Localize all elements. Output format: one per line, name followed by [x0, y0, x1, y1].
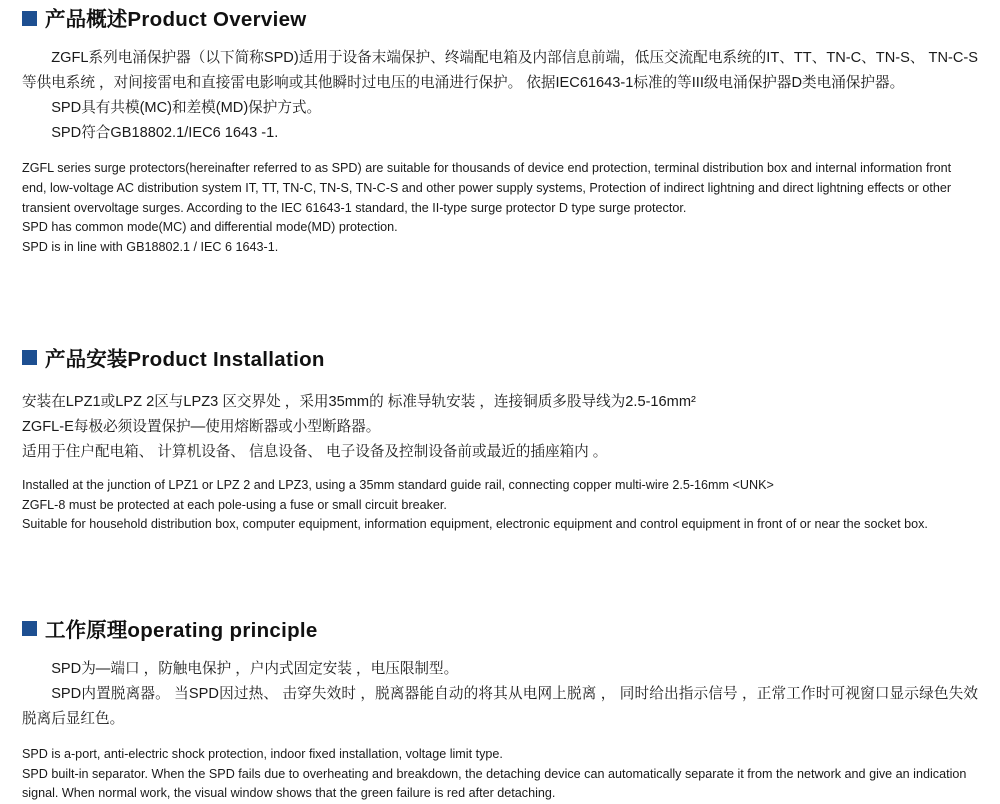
square-marker-icon — [22, 11, 37, 26]
paragraph: Installed at the junction of LPZ1 or LPZ 2 and LPZ3, using a 35mm standard guide rail, connecting copper multi-wire 2.5-16mm <UNK> — [22, 477, 774, 492]
paragraph: SPD符合GB18802.1/IEC6 1643 -1. — [51, 125, 279, 142]
section-title — [45, 342, 325, 372]
paragraph: 适用于住户配电箱、 计算机设备、 信息设备、 电子设备及控制设备前或最近的插座箱内 。 — [22, 443, 608, 460]
section-product-overview — [22, 0, 978, 258]
paragraph: SPD is a-port, anti-electric shock protection, indoor fixed installation, voltage limit type. — [22, 747, 503, 762]
paragraph: ZGFL-E每极必须设置保护—使用熔断器或小型断路器。 — [22, 418, 381, 435]
square-marker-icon — [22, 350, 37, 365]
section-title-en: Product Installation — [127, 347, 325, 371]
paragraph: SPD is in line with GB18802.1 / IEC 6 1643-1. — [22, 239, 279, 254]
paragraph: 安装在LPZ1或LPZ 2区与LPZ3 区交界处 ，采用35mm的 标准导轨安装 ，连接铜质多股导线为2.5-16mm² — [22, 393, 696, 410]
section-title-en: Product Overview — [127, 8, 307, 31]
paragraph: ZGFL series surge protectors(hereinafter referred to as SPD) are suitable for thousands of device end protection, terminal distribution box and internal information front end, low-voltage AC distribution system IT, TT, TN-C, TN-S, TN-C-S and other power supply systems, Protection of indirect lightning and direct lightning effects or other transient overvoltage surges. According to the IEC 61643-1 standard, the II-type surge protector D type surge protector. — [22, 161, 952, 215]
paragraph: SPD具有共模(MC)和差模(MD)保护方式。 — [51, 100, 322, 117]
installation-chinese-body — [22, 390, 978, 465]
section-title-cn: 产品安装 — [45, 347, 128, 371]
paragraph: Suitable for household distribution box, computer equipment, information equipment, electronic equipment and control equipment in front of or near the socket box. — [22, 517, 928, 532]
section-title — [45, 2, 307, 32]
principle-chinese-body — [22, 657, 978, 732]
paragraph: ZGFL-8 must be protected at each pole-using a fuse or small circuit breaker. — [22, 497, 447, 512]
installation-english-body — [22, 476, 978, 535]
section-heading — [22, 342, 978, 372]
principle-english-body — [22, 745, 978, 804]
section-product-installation — [22, 342, 978, 535]
section-operating-principle — [22, 613, 978, 804]
section-title-en: operating principle — [127, 618, 318, 642]
section-title-cn: 工作原理 — [45, 618, 128, 642]
section-title — [45, 613, 318, 643]
section-heading — [22, 2, 978, 32]
paragraph: ZGFL系列电涌保护器（以下简称SPD)适用于设备末端保护、终端配电箱及内部信息前端，低压交流配电系统的IT、TT、TN-C、TN-S、 TN-C-S等供电系统 ，对间接雷电和直接雷电影响或其他瞬时过电压的电涌进行保护。 依据IEC61643-1标准的等III级电涌保护器D类电涌保护器。 — [22, 50, 978, 92]
overview-english-body — [22, 159, 978, 257]
overview-chinese-body — [22, 46, 978, 146]
paragraph: SPD built-in separator. When the SPD fails due to overheating and breakdown, the detaching device can automatically separate it from the network and give an indication signal. When normal work, the visual window shows that the green failure is red after detaching. — [22, 766, 967, 801]
section-title-cn: 产品概述 — [45, 8, 128, 31]
square-marker-icon — [22, 621, 37, 636]
paragraph: SPD为—端口 ，防触电保护 ，户内式固定安装 ，电压限制型。 — [51, 660, 459, 677]
section-heading — [22, 613, 978, 643]
paragraph: SPD内置脱离器。 当SPD因过热、 击穿失效时 ，脱离器能自动的将其从电网上脱离 ， 同时给出指示信号 ，正常工作时可视窗口显示绿色失效脱离后显红色。 — [22, 685, 978, 727]
paragraph: SPD has common mode(MC) and differential mode(MD) protection. — [22, 220, 398, 235]
